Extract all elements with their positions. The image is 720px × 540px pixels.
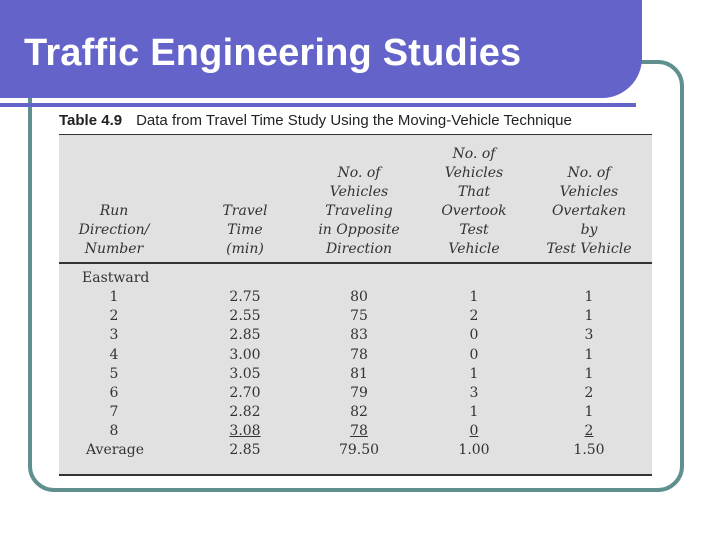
row-number-cell: 2: [109, 308, 119, 325]
column-header-line: Vehicle: [448, 241, 500, 257]
column-header-line: Direction/: [78, 222, 150, 238]
table-cell: 78: [350, 423, 368, 440]
column-header-line: (min): [226, 241, 264, 257]
table-cell: 2.75: [229, 289, 261, 305]
column-header-4: [429, 143, 519, 259]
column-header-line: Overtaken: [551, 203, 627, 219]
table-cell: 1: [584, 308, 594, 325]
table-cell: 81: [350, 365, 368, 382]
table-cell: 2.55: [229, 308, 261, 325]
table-cell: 3.08: [229, 423, 261, 440]
table-cell: 2.82: [229, 404, 261, 421]
column-header-line: Test Vehicle: [546, 241, 632, 257]
average-cell: 79.50: [338, 442, 380, 458]
table-cell: 3: [584, 327, 594, 344]
column-header-2: [210, 143, 280, 259]
average-label: Average: [86, 442, 145, 458]
column-header-5: [534, 143, 644, 259]
table-cell: 78: [350, 346, 368, 363]
column-header-line: Number: [84, 241, 144, 257]
column-header-line: Overtook: [441, 203, 507, 219]
table-cell: 2: [584, 423, 594, 440]
column-header-line: Time: [227, 222, 263, 238]
row-number-cell: 1: [109, 289, 119, 305]
column-header-line: Vehicles: [444, 165, 504, 181]
row-number-cell: 8: [109, 423, 119, 440]
column-header-line: Vehicles: [329, 184, 389, 200]
table-cell: 79: [350, 385, 368, 401]
title-underline: [0, 103, 636, 107]
column-header-line: No. of: [452, 146, 496, 162]
table-cell: 1: [469, 404, 479, 421]
table-cell: 3: [469, 385, 479, 401]
row-number-cell: 4: [109, 346, 119, 363]
table-cell: 1: [469, 365, 479, 382]
column-header-line: That: [457, 184, 491, 200]
average-cell: 1.50: [573, 442, 605, 458]
column-header-line: in Opposite: [318, 222, 400, 238]
row-number-cell: 5: [109, 365, 119, 382]
table-cell: 3.05: [229, 365, 261, 382]
table-cell: 2: [469, 308, 479, 325]
table-number: Table 4.9: [59, 112, 123, 129]
row-number-cell: 6: [109, 385, 119, 401]
column-header-line: Run: [99, 203, 129, 219]
table-caption: [59, 112, 572, 129]
column-header-1: [74, 143, 154, 259]
column-header-line: Travel: [222, 203, 268, 219]
table-cell: 2.85: [229, 327, 261, 344]
table-cell: 1: [584, 346, 594, 363]
table-cell: 0: [469, 346, 479, 363]
average-cell: 2.85: [229, 442, 261, 458]
table-cell: 3.00: [229, 346, 261, 363]
table-cell: 1: [584, 365, 594, 382]
table-cell: 1: [584, 289, 594, 305]
table-cell: 75: [350, 308, 368, 325]
column-header-line: Traveling: [325, 203, 393, 219]
column-header-line: No. of: [567, 165, 611, 181]
table-cell: 2.70: [229, 385, 261, 401]
table-cell: 82: [350, 404, 368, 421]
column-header-line: Direction: [325, 241, 393, 257]
table-cell: 0: [469, 423, 479, 440]
table-cell: 0: [469, 327, 479, 344]
slide-title: Traffic Engineering Studies: [24, 32, 522, 74]
column-header-3: [304, 143, 414, 259]
average-cell: 1.00: [458, 442, 490, 458]
table-cell: 1: [584, 404, 594, 421]
column-header-line: No. of: [337, 165, 381, 181]
header-rule: [59, 262, 652, 264]
column-header-line: Test: [459, 222, 489, 238]
table-cell: 2: [584, 385, 594, 401]
column-header-line: Vehicles: [559, 184, 619, 200]
column-header-line: by: [580, 222, 598, 238]
table-cell: 80: [350, 289, 368, 305]
table-cell: 83: [350, 327, 368, 344]
row-number-cell: 7: [109, 404, 119, 421]
group-label: Eastward: [82, 270, 150, 286]
row-number-cell: 3: [109, 327, 119, 344]
table-caption-text: Data from Travel Time Study Using the Moving-Vehicle Technique: [136, 112, 572, 129]
table-cell: 1: [469, 289, 479, 305]
